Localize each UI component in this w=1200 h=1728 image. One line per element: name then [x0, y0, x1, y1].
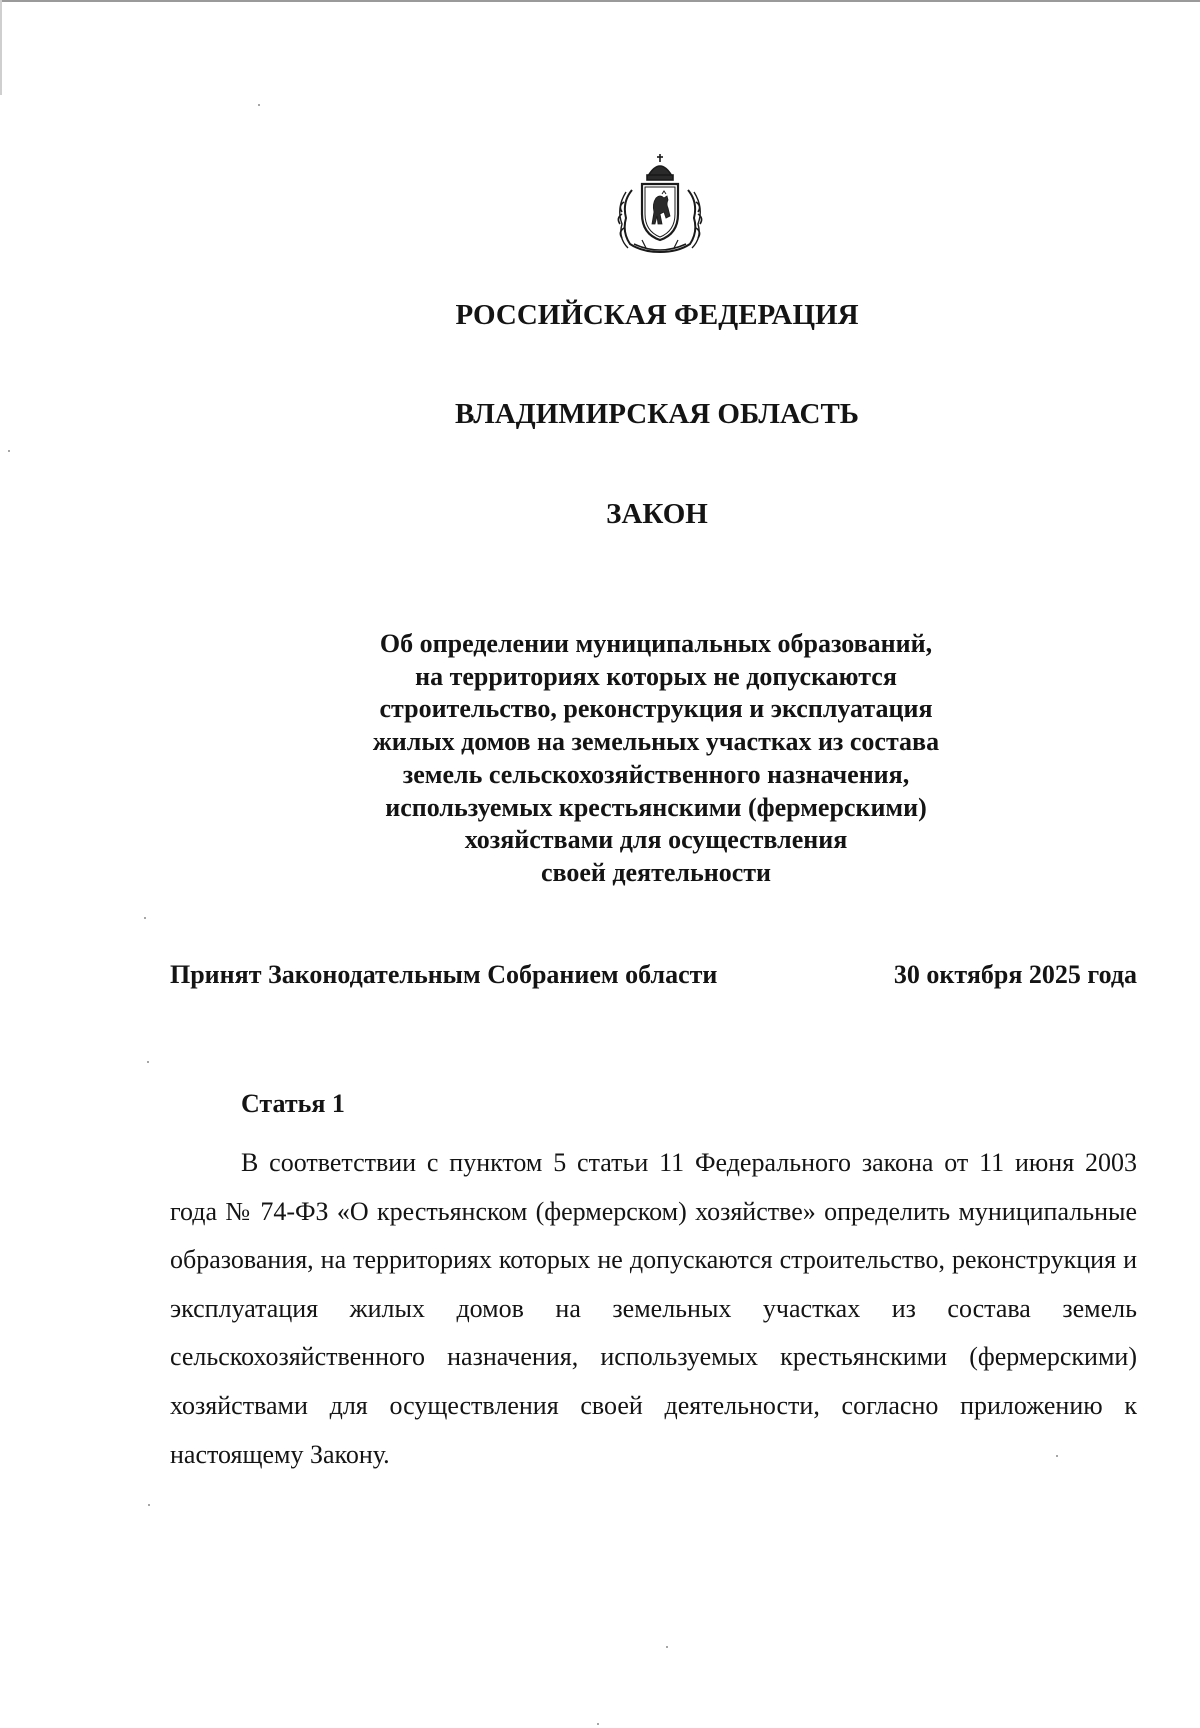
- region-heading: ВЛАДИМИРСКАЯ ОБЛАСТЬ: [455, 398, 859, 430]
- document-type-heading: ЗАКОН: [606, 498, 708, 530]
- scan-speck: [8, 450, 10, 452]
- scan-edge-left: [0, 0, 2, 95]
- law-title-line: Об определении муниципальных образований,: [379, 629, 933, 658]
- article-1-text: В соответствии с пунктом 5 статьи 11 Федерального закона от 11 июня 2003 года № 74-ФЗ «О крестьянском (фермерском) хозяйстве» определить муниципальные образования, на территориях которых не допускаются строительство, реконструкция и эксплуатация жилых домов на земельных участках из состава земель сельскохозяйственного назначения, используемых крестьянскими (фермерскими) хозяйствами для осуществления своей деятельности, согласно приложению к настоящему Закону.: [170, 1148, 1137, 1469]
- scan-speck: [148, 1504, 150, 1506]
- country-heading: РОССИЙСКАЯ ФЕДЕРАЦИЯ: [455, 299, 859, 331]
- law-title-line: на территориях которых не допускаются: [415, 661, 897, 691]
- vladimir-oblast-coat-of-arms-icon: [612, 152, 708, 254]
- law-title-line: строительство, реконструкция и эксплуатация: [379, 694, 933, 724]
- law-title-line: хозяйствами для осуществления: [464, 825, 848, 855]
- law-title-line: земель сельскохозяйственного назначения,: [402, 759, 910, 789]
- law-title-line: используемых крестьянскими (фермерскими): [385, 792, 927, 822]
- law-title-line: жилых домов на земельных участках из состава: [372, 727, 940, 757]
- scan-speck: [258, 104, 260, 106]
- article-1-heading: Статья 1: [241, 1089, 345, 1118]
- scan-speck: [666, 1646, 668, 1648]
- adoption-date: 30 октября 2025 года: [893, 960, 1137, 989]
- adopted-by: Принят Законодательным Собранием области: [170, 960, 718, 989]
- scan-edge-top: [0, 0, 1200, 2]
- law-title: [300, 628, 1012, 890]
- law-title-line: своей деятельности: [540, 857, 772, 887]
- scan-speck: [147, 1061, 149, 1063]
- adoption-row: [170, 959, 1137, 991]
- scan-speck: [144, 917, 146, 919]
- scan-speck: [597, 1723, 599, 1725]
